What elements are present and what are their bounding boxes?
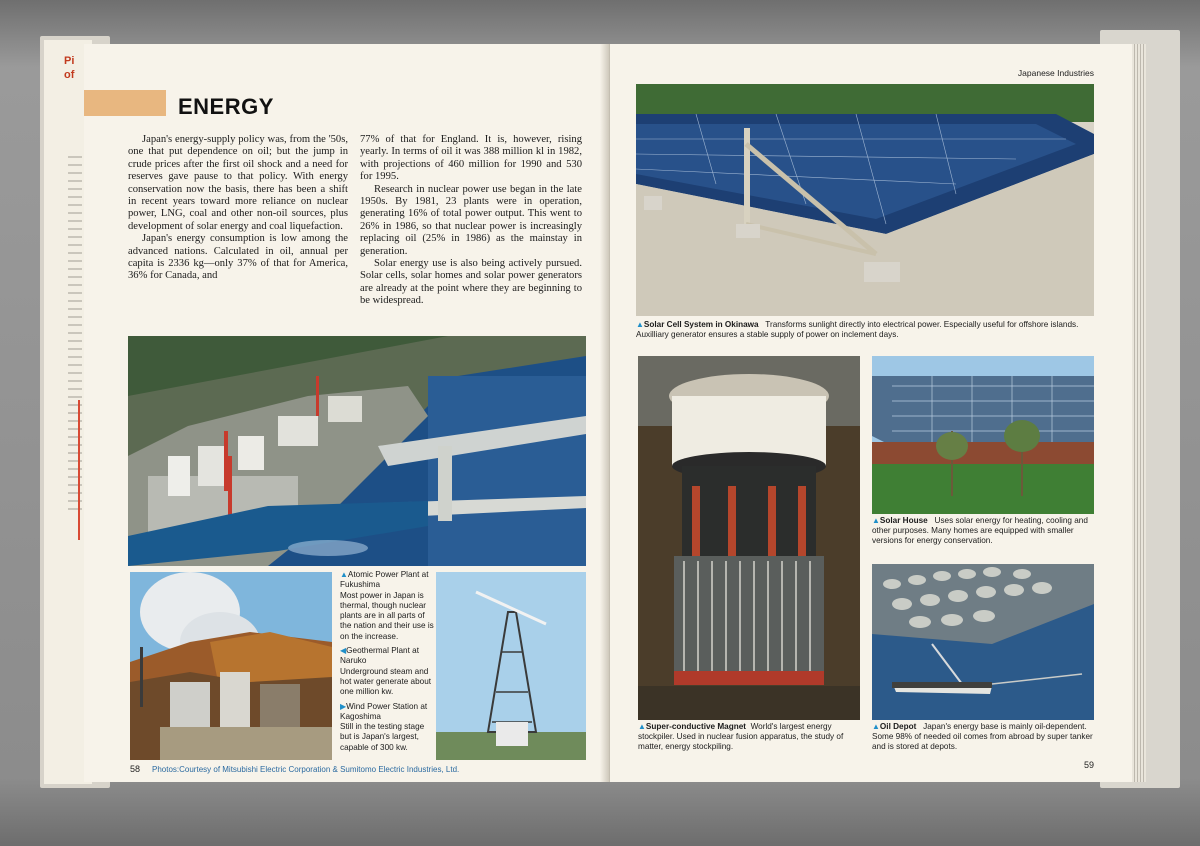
solar-house-photo: [872, 356, 1094, 514]
caption-text: Still in the testing stage but is Japan's largest, capable of 300 kw.: [340, 722, 425, 752]
caption-text: Transforms sunlight directly into electrical power. Especially useful for offshore islands. Auxilliary generator ensures a stable supply of power on inclement days.: [636, 320, 1079, 340]
page-number: 59: [1084, 760, 1095, 770]
caption-oil-depot: [872, 722, 1100, 753]
caption-triangle-icon: ▲: [638, 722, 646, 731]
caption-magnet: [638, 722, 866, 753]
underlying-red-rule: [78, 400, 80, 540]
caption-text: World's largest energy stockpiler. Used in nuclear fusion apparatus, the study of matter, energy stockpiling.: [638, 722, 844, 752]
oil-depot-photo: [872, 564, 1094, 720]
caption-text: Most power in Japan is thermal, though nuclear plants are in all parts of the nation and their use is on the increase.: [340, 590, 434, 641]
caption-triangle-icon: ▶: [340, 701, 347, 711]
caption-title: Oil Depot: [879, 722, 917, 731]
underlying-page-title: Pi of: [64, 55, 75, 81]
caption-triangle-icon: ▲: [340, 570, 348, 579]
photo-captions: [340, 570, 434, 757]
paragraph: Solar energy use is also being actively pursued. Solar cells, solar homes and solar power generators are already at the point where they are beginning to be widespread.: [360, 258, 582, 307]
caption-triangle-icon: ▲: [872, 722, 880, 731]
atomic-plant-photo: [128, 336, 586, 566]
underlying-text-lines-bottom: [68, 780, 82, 784]
caption-wind: [340, 702, 434, 753]
section-tag: [84, 90, 166, 116]
page-number: 58: [130, 764, 141, 774]
page-stack-edge: [1132, 44, 1146, 782]
caption-triangle-icon: ▲: [872, 516, 880, 525]
superconductive-magnet-photo: [638, 356, 860, 720]
text-column-1: [128, 134, 348, 283]
geothermal-plant-photo: [130, 572, 332, 760]
caption-text: Uses solar energy for heating, cooling and other purposes. Many homes are equipped with smaller versions for energy conservation.: [872, 516, 1088, 546]
caption-text: Underground steam and hot water generate about one million kw.: [340, 666, 432, 697]
wind-power-photo: [436, 572, 586, 760]
caption-triangle-icon: ◀: [340, 646, 347, 656]
caption-title: Geothermal Plant at Naruko: [340, 646, 419, 666]
caption-title: Solar Cell System in Okinawa: [643, 320, 759, 329]
solar-cell-photo: [636, 84, 1094, 316]
paragraph: 77% of that for England. It is, however, rising yearly. In terms of oil it was 388 million kl in 1982, with projections of 460 million for 1990 and 530 for 1995.: [360, 134, 582, 183]
caption-geothermal: [340, 646, 434, 697]
caption-title: Solar House: [879, 516, 928, 525]
caption-triangle-icon: ▲: [636, 320, 644, 329]
photo-credit: Photos:Courtesy of Mitsubishi Electric Corporation & Sumitomo Electric Industries, Ltd.: [152, 765, 460, 774]
caption-solar-house: [872, 516, 1100, 547]
caption-title: Atomic Power Plant at Fukushima: [340, 570, 429, 590]
text-column-2: [360, 134, 582, 308]
left-page: [84, 44, 608, 782]
caption-solar-cell: [636, 320, 1096, 340]
caption-text: Japan's energy base is mainly oil-dependent. Some 98% of needed oil comes from abroad by super tanker and is stored at depots.: [872, 722, 1093, 752]
running-head: Japanese Industries: [1017, 68, 1094, 78]
caption-title: Wind Power Station at Kagoshima: [340, 701, 428, 721]
caption-title: Super-conductive Magnet: [645, 722, 747, 731]
paragraph: Japan's energy-supply policy was, from the '50s, one that put dependence on oil; but the jump in crude prices after the first oil shock and a need for reserves gave pause to that policy. With energy conservation now the basis, there has been a shift in recent years toward more reliance on nuclear power, LNG, coal and other non-oil sources, plus development of solar energy and coal liquefaction.: [128, 134, 348, 232]
caption-atomic: [340, 570, 434, 642]
paragraph: Research in nuclear power use began in the late 1950s. By 1981, 23 plants were in operation, generating 16% of total power output. This went to 26% in 1986, so that nuclear power is increasingly replacing oil (25% in 1986) as the mainstay in generation.: [360, 183, 582, 257]
paragraph: Japan's energy consumption is low among the advanced nations. Calculated in oil, annual per capita is 2336 kg—only 37% of that for America, 36% for Canada, and: [128, 233, 348, 282]
right-page: [610, 44, 1134, 782]
section-title: ENERGY: [178, 94, 274, 119]
